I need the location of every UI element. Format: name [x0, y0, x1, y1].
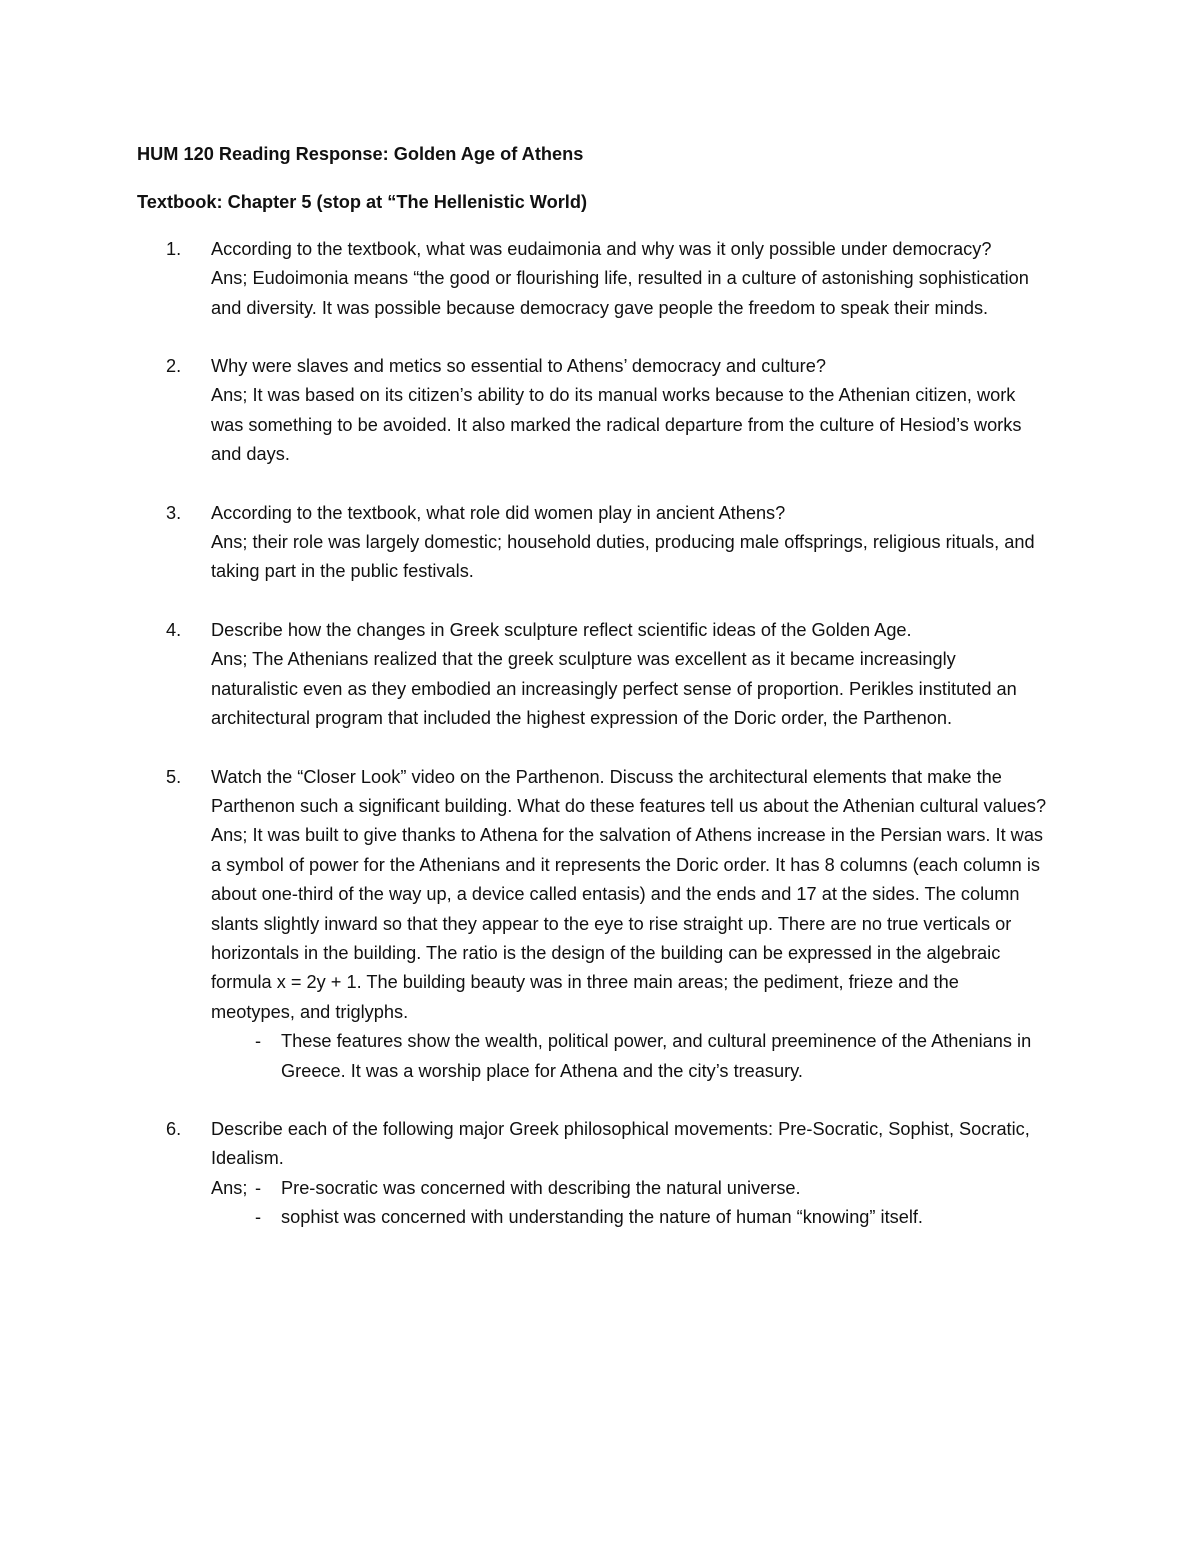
- bullet-text: sophist was concerned with understanding the nature of human “knowing” itself.: [281, 1207, 923, 1228]
- document-subtitle: Textbook: Chapter 5 (stop at “The Hellenistic World): [137, 192, 588, 213]
- question-number: 3.: [166, 502, 182, 523]
- question-3: [137, 499, 1047, 587]
- answer-text: Ans; It was based on its citizen’s ability to do its manual works because to the Athenian citizen, work was something to be avoided. It also marked the radical departure from the culture of Hesiod’s works and days.: [211, 385, 1022, 465]
- question-text: Describe how the changes in Greek sculpture reflect scientific ideas of the Golden Age.: [211, 619, 912, 640]
- question-6: [137, 1115, 1047, 1233]
- answer-text: Ans; It was built to give thanks to Athena for the salvation of Athens increase in the Persian wars. It was a symbol of power for the Athenians and it represents the Doric order. It has 8 columns (each column is about one-third of the way up, a device called entasis) and the ends and 17 at the sides. The column slants slightly inward so that they appear to the eye to rise straight up. There are no true verticals or horizontals in the building. The ratio is the design of the building can be expressed in the algebraic formula x = 2y + 1. The building beauty was in three main areas; the pediment, frieze and the meotypes, and triglyphs.: [211, 825, 1044, 1022]
- document-title: HUM 120 Reading Response: Golden Age of Athens: [137, 144, 584, 164]
- answer-text: Ans; The Athenians realized that the greek sculpture was excellent as it became increasingly naturalistic even as they embodied an increasingly perfect sense of proportion. Perikles instituted an architectural program that included the highest expression of the Doric order, the Parthenon.: [211, 649, 1017, 729]
- question-number: 1.: [166, 238, 182, 259]
- bullet-dash: -: [255, 1177, 262, 1198]
- document-content: [137, 140, 1047, 1262]
- answer-text: Ans; their role was largely domestic; household duties, producing male offsprings, religious rituals, and taking part in the public festivals.: [211, 532, 1035, 582]
- answer-bullet: [211, 1174, 1047, 1203]
- question-text: Describe each of the following major Greek philosophical movements: Pre-Socratic, Sophist, Socratic, Idealism.: [211, 1118, 1030, 1169]
- bullet-dash: -: [255, 1031, 262, 1052]
- question-text: According to the textbook, what was eudaimonia and why was it only possible under democracy?: [211, 238, 992, 259]
- question-number: 6.: [166, 1118, 182, 1139]
- question-text: Why were slaves and metics so essential to Athens’ democracy and culture?: [211, 356, 826, 377]
- question-4: [137, 616, 1047, 734]
- question-5: [137, 763, 1047, 1086]
- answer-bullet: [211, 1203, 1047, 1232]
- question-1: [137, 235, 1047, 323]
- question-number: 5.: [166, 766, 182, 787]
- question-2: [137, 352, 1047, 470]
- answer-text: Ans; Eudoimonia means “the good or flourishing life, resulted in a culture of astonishing sophistication and diversity. It was possible because democracy gave people the freedom to speak their minds.: [211, 268, 1029, 318]
- answer-label: Ans;: [211, 1177, 248, 1198]
- question-text: Watch the “Closer Look” video on the Parthenon. Discuss the architectural elements that make the Parthenon such a significant building. What do these features tell us about the Athenian cultural values?: [211, 766, 1047, 816]
- question-number: 4.: [166, 619, 182, 640]
- bullet-dash: -: [255, 1207, 262, 1228]
- question-number: 2.: [166, 356, 182, 377]
- question-text: According to the textbook, what role did women play in ancient Athens?: [211, 502, 786, 523]
- bullet-text: These features show the wealth, political power, and cultural preeminence of the Athenians in Greece. It was a worship place for Athena and the city’s treasury.: [281, 1031, 1032, 1081]
- answer-bullet: [211, 1027, 1047, 1086]
- bullet-text: Pre-socratic was concerned with describing the natural universe.: [281, 1177, 801, 1198]
